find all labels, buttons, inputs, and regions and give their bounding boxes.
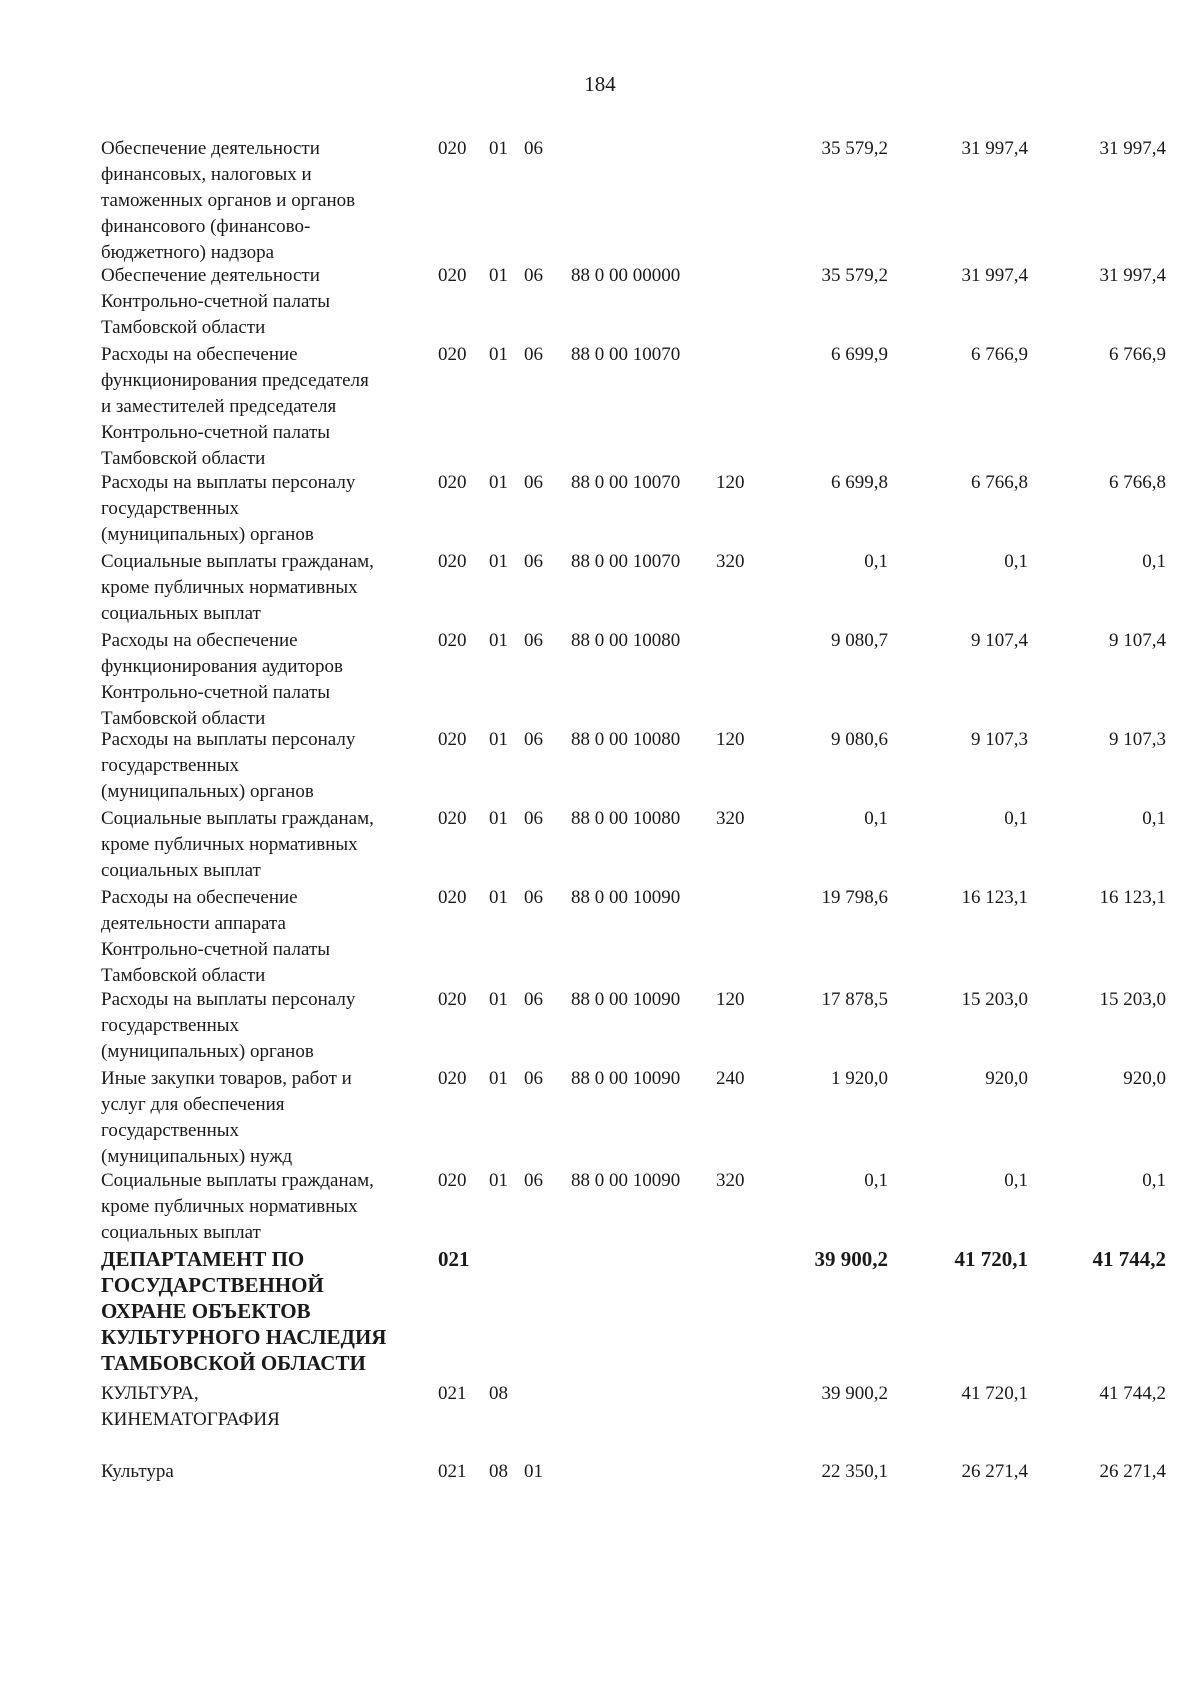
page-number: 184 [584, 72, 616, 96]
row-name: Расходы на выплаты персоналу государственных (муниципальных) органов [101, 989, 356, 1062]
amount-year-3: 0,1 [1142, 551, 1166, 572]
section-code: 01 [489, 472, 508, 493]
admin-code: 020 [438, 344, 467, 365]
row-name: Расходы на выплаты персоналу государственных (муниципальных) органов [101, 472, 356, 545]
amount-year-2: 41 720,1 [961, 1383, 1028, 1404]
row-name: Расходы на обеспечение функционирования аудиторов Контрольно-счетной палаты Тамбовской области [101, 630, 344, 729]
amount-year-1: 22 350,1 [821, 1461, 888, 1482]
target-article-code: 88 0 00 10090 [571, 989, 681, 1010]
amount-year-2: 9 107,4 [971, 630, 1028, 651]
admin-code: 020 [438, 808, 467, 829]
amount-year-2: 6 766,8 [971, 472, 1028, 493]
subsection-code: 06 [524, 265, 543, 286]
amount-year-3: 9 107,4 [1109, 630, 1166, 651]
admin-code: 020 [438, 729, 467, 750]
target-article-code: 88 0 00 10090 [571, 887, 681, 908]
target-article-code: 88 0 00 00000 [571, 265, 681, 286]
amount-year-1: 1 920,0 [831, 1068, 888, 1089]
target-article-code: 88 0 00 10090 [571, 1068, 681, 1089]
subsection-code: 06 [524, 729, 543, 750]
section-code: 08 [489, 1461, 508, 1482]
amount-year-2: 920,0 [985, 1068, 1028, 1089]
admin-code: 020 [438, 630, 467, 651]
subsection-code: 06 [524, 1170, 543, 1191]
amount-year-1: 6 699,9 [831, 344, 888, 365]
target-article-code: 88 0 00 10080 [571, 630, 681, 651]
row-name: КУЛЬТУРА, КИНЕМАТОГРАФИЯ [101, 1383, 280, 1430]
row-name: Расходы на обеспечение деятельности аппарата Контрольно-счетной палаты Тамбовской области [101, 887, 331, 986]
admin-code: 020 [438, 1068, 467, 1089]
row-name: Обеспечение деятельности финансовых, налоговых и таможенных органов и органов финансового (финансово- бюджетного) надзора [101, 138, 356, 263]
amount-year-3: 15 203,0 [1099, 989, 1166, 1010]
amount-year-1: 0,1 [864, 808, 888, 829]
target-article-code: 88 0 00 10070 [571, 551, 681, 572]
row-name: Социальные выплаты гражданам, кроме публичных нормативных социальных выплат [101, 551, 374, 624]
amount-year-1: 39 900,2 [821, 1383, 888, 1404]
section-code: 01 [489, 1170, 508, 1191]
admin-code: 020 [438, 138, 467, 159]
subsection-code: 06 [524, 887, 543, 908]
target-article-code: 88 0 00 10080 [571, 729, 681, 750]
target-article-code: 88 0 00 10070 [571, 472, 681, 493]
amount-year-3: 9 107,3 [1109, 729, 1166, 750]
amount-year-3: 0,1 [1142, 808, 1166, 829]
target-article-code: 88 0 00 10080 [571, 808, 681, 829]
subsection-code: 06 [524, 138, 543, 159]
row-name: ДЕПАРТАМЕНТ ПО ГОСУДАРСТВЕННОЙ ОХРАНЕ ОБЪЕКТОВ КУЛЬТУРНОГО НАСЛЕДИЯ ТАМБОВСКОЙ ОБЛАСТИ [101, 1247, 387, 1375]
expense-type-code: 240 [716, 1068, 745, 1089]
amount-year-1: 9 080,6 [831, 729, 888, 750]
amount-year-2: 0,1 [1004, 1170, 1028, 1191]
row-name: Обеспечение деятельности Контрольно-счетной палаты Тамбовской области [101, 265, 331, 338]
expense-type-code: 120 [716, 989, 745, 1010]
amount-year-3: 26 271,4 [1099, 1461, 1166, 1482]
row-name: Культура [101, 1461, 174, 1482]
section-code: 01 [489, 1068, 508, 1089]
target-article-code: 88 0 00 10090 [571, 1170, 681, 1191]
expense-type-code: 320 [716, 808, 745, 829]
admin-code: 020 [438, 1170, 467, 1191]
row-name: Расходы на выплаты персоналу государственных (муниципальных) органов [101, 729, 356, 802]
amount-year-2: 9 107,3 [971, 729, 1028, 750]
section-code: 01 [489, 729, 508, 750]
expense-type-code: 120 [716, 472, 745, 493]
row-name: Иные закупки товаров, работ и услуг для обеспечения государственных (муниципальных) нужд [101, 1068, 352, 1167]
amount-year-1: 19 798,6 [821, 887, 888, 908]
amount-year-3: 41 744,2 [1099, 1383, 1166, 1404]
amount-year-2: 0,1 [1004, 808, 1028, 829]
amount-year-3: 6 766,8 [1109, 472, 1166, 493]
row-name: Социальные выплаты гражданам, кроме публичных нормативных социальных выплат [101, 1170, 374, 1243]
amount-year-1: 35 579,2 [821, 265, 888, 286]
subsection-code: 06 [524, 472, 543, 493]
amount-year-2: 6 766,9 [971, 344, 1028, 365]
amount-year-3: 16 123,1 [1099, 887, 1166, 908]
amount-year-2: 26 271,4 [961, 1461, 1028, 1482]
amount-year-3: 6 766,9 [1109, 344, 1166, 365]
admin-code: 021 [438, 1461, 467, 1482]
subsection-code: 06 [524, 989, 543, 1010]
section-code: 01 [489, 989, 508, 1010]
expense-type-code: 320 [716, 1170, 745, 1191]
subsection-code: 06 [524, 551, 543, 572]
subsection-code: 01 [524, 1461, 543, 1482]
admin-code: 020 [438, 551, 467, 572]
amount-year-3: 920,0 [1123, 1068, 1166, 1089]
amount-year-3: 31 997,4 [1099, 138, 1166, 159]
subsection-code: 06 [524, 808, 543, 829]
row-name: Расходы на обеспечение функционирования председателя и заместителей председателя Контрольно-счетной палаты Тамбовской области [101, 344, 369, 469]
amount-year-3: 41 744,2 [1092, 1247, 1166, 1271]
amount-year-1: 17 878,5 [821, 989, 888, 1010]
amount-year-2: 16 123,1 [961, 887, 1028, 908]
section-code: 01 [489, 138, 508, 159]
section-code: 01 [489, 808, 508, 829]
amount-year-2: 31 997,4 [961, 138, 1028, 159]
section-code: 01 [489, 887, 508, 908]
admin-code: 021 [438, 1247, 470, 1271]
amount-year-1: 39 900,2 [814, 1247, 888, 1271]
amount-year-1: 6 699,8 [831, 472, 888, 493]
section-code: 08 [489, 1383, 508, 1404]
admin-code: 020 [438, 989, 467, 1010]
amount-year-1: 0,1 [864, 551, 888, 572]
amount-year-1: 0,1 [864, 1170, 888, 1191]
amount-year-2: 15 203,0 [961, 989, 1028, 1010]
amount-year-1: 35 579,2 [821, 138, 888, 159]
amount-year-3: 0,1 [1142, 1170, 1166, 1191]
target-article-code: 88 0 00 10070 [571, 344, 681, 365]
section-code: 01 [489, 551, 508, 572]
admin-code: 020 [438, 887, 467, 908]
subsection-code: 06 [524, 1068, 543, 1089]
amount-year-2: 31 997,4 [961, 265, 1028, 286]
section-code: 01 [489, 630, 508, 651]
row-name: Социальные выплаты гражданам, кроме публичных нормативных социальных выплат [101, 808, 374, 881]
amount-year-1: 9 080,7 [831, 630, 888, 651]
amount-year-2: 0,1 [1004, 551, 1028, 572]
subsection-code: 06 [524, 630, 543, 651]
amount-year-3: 31 997,4 [1099, 265, 1166, 286]
admin-code: 020 [438, 472, 467, 493]
subsection-code: 06 [524, 344, 543, 365]
expense-type-code: 320 [716, 551, 745, 572]
admin-code: 021 [438, 1383, 467, 1404]
amount-year-2: 41 720,1 [954, 1247, 1028, 1271]
expense-type-code: 120 [716, 729, 745, 750]
section-code: 01 [489, 344, 508, 365]
section-code: 01 [489, 265, 508, 286]
admin-code: 020 [438, 265, 467, 286]
